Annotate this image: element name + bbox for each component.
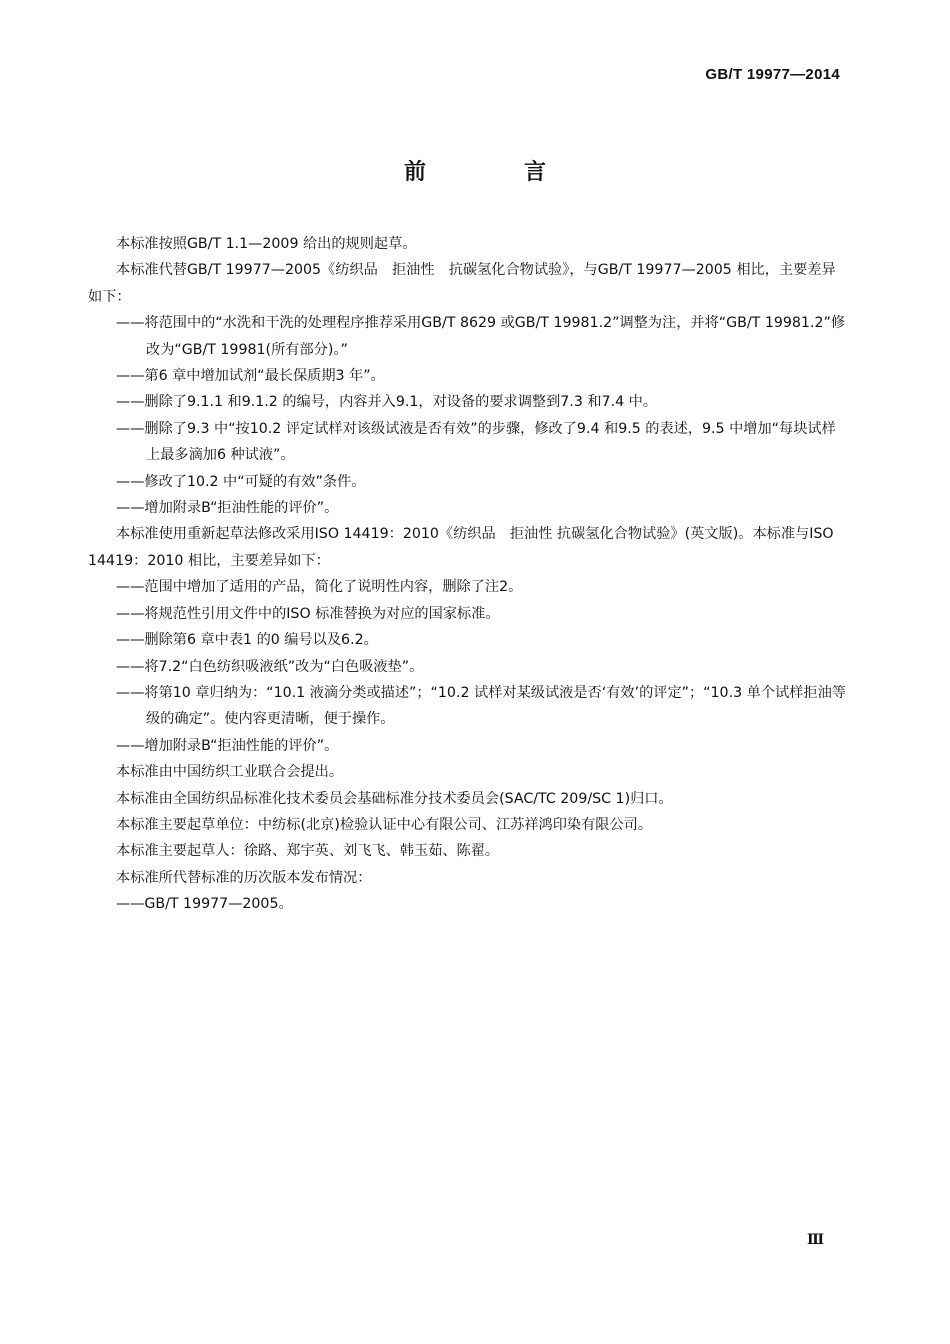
list-item: ——第6 章中增加试剂“最长保质期3 年”。 bbox=[116, 368, 385, 385]
document-number: GB/T 19977—2014 bbox=[705, 66, 840, 83]
paragraph-iso-adoption: 本标准使用重新起草法修改采用ISO 14419：2010《纺织品 拒油性 抗碳氢化合物试验》(英文版)。本标准与ISO 14419：2010 相比，主要差异如下： bbox=[88, 526, 834, 569]
list-item: ——删除了9.1.1 和9.1.2 的编号，内容并入9.1，对设备的要求调整到7.3 和7.4 中。 bbox=[116, 394, 657, 411]
list-item: ——删除了9.3 中“按10.2 评定试样对该级试液是否有效”的步骤，修改了9.4 和9.5 的表述，9.5 中增加“每块试样上最多滴加6 种试液”。 bbox=[116, 420, 836, 464]
list-item: ——将7.2“白色纺织吸液纸”改为“白色吸液垫”。 bbox=[116, 658, 424, 675]
paragraph-replaces-standard: 本标准代替GB/T 19977—2005《纺织品 拒油性 抗碳氢化合物试验》，与GB/T 19977—2005 相比，主要差异如下： bbox=[88, 262, 836, 305]
page-number: Ⅲ bbox=[806, 1232, 824, 1248]
page-title: 前 言 bbox=[403, 160, 584, 185]
paragraph-proposer: 本标准由中国纺织工业联合会提出。 bbox=[116, 764, 344, 781]
paragraph-history: 本标准所代替标准的历次版本发布情况： bbox=[116, 869, 372, 886]
list-item: ——将第10 章归纳为：“10.1 液滴分类或描述”；“10.2 试样对某级试液是否‘有效’的评定”；“10.3 单个试样拒油等级的确定”。使内容更清晰，便于操作。 bbox=[116, 684, 846, 728]
list-item: ——修改了10.2 中“可疑的有效”条件。 bbox=[116, 473, 366, 490]
foreword-body bbox=[88, 231, 848, 918]
paragraph-committee: 本标准由全国纺织品标准化技术委员会基础标准分技术委员会(SAC/TC 209/SC 1)归口。 bbox=[116, 790, 673, 807]
paragraph-drafters: 本标准主要起草人：徐路、郑宇英、刘飞飞、韩玉茹、陈翟。 bbox=[116, 843, 500, 860]
list-item: ——将范围中的“水洗和干洗的处理程序推荐采用GB/T 8629 或GB/T 19981.2”调整为注，并将“GB/T 19981.2”修改为“GB/T 19981(所有部分)。” bbox=[116, 315, 846, 358]
list-item: ——将规范性引用文件中的ISO 标准替换为对应的国家标准。 bbox=[116, 605, 500, 622]
paragraph-drafting-rules: 本标准按照GB/T 1.1—2009 给出的规则起草。 bbox=[116, 236, 417, 252]
list-item: ——GB/T 19977—2005。 bbox=[116, 896, 293, 913]
paragraph-drafting-units: 本标准主要起草单位：中纺标(北京)检验认证中心有限公司、江苏祥鸿印染有限公司。 bbox=[116, 816, 653, 833]
list-item: ——增加附录B“拒油性能的评价”。 bbox=[116, 500, 339, 517]
list-item: ——删除第6 章中表1 的0 编号以及6.2。 bbox=[116, 632, 378, 649]
list-item: ——范围中增加了适用的产品，简化了说明性内容，删除了注2。 bbox=[116, 579, 523, 596]
list-item: ——增加附录B“拒油性能的评价”。 bbox=[116, 737, 339, 754]
